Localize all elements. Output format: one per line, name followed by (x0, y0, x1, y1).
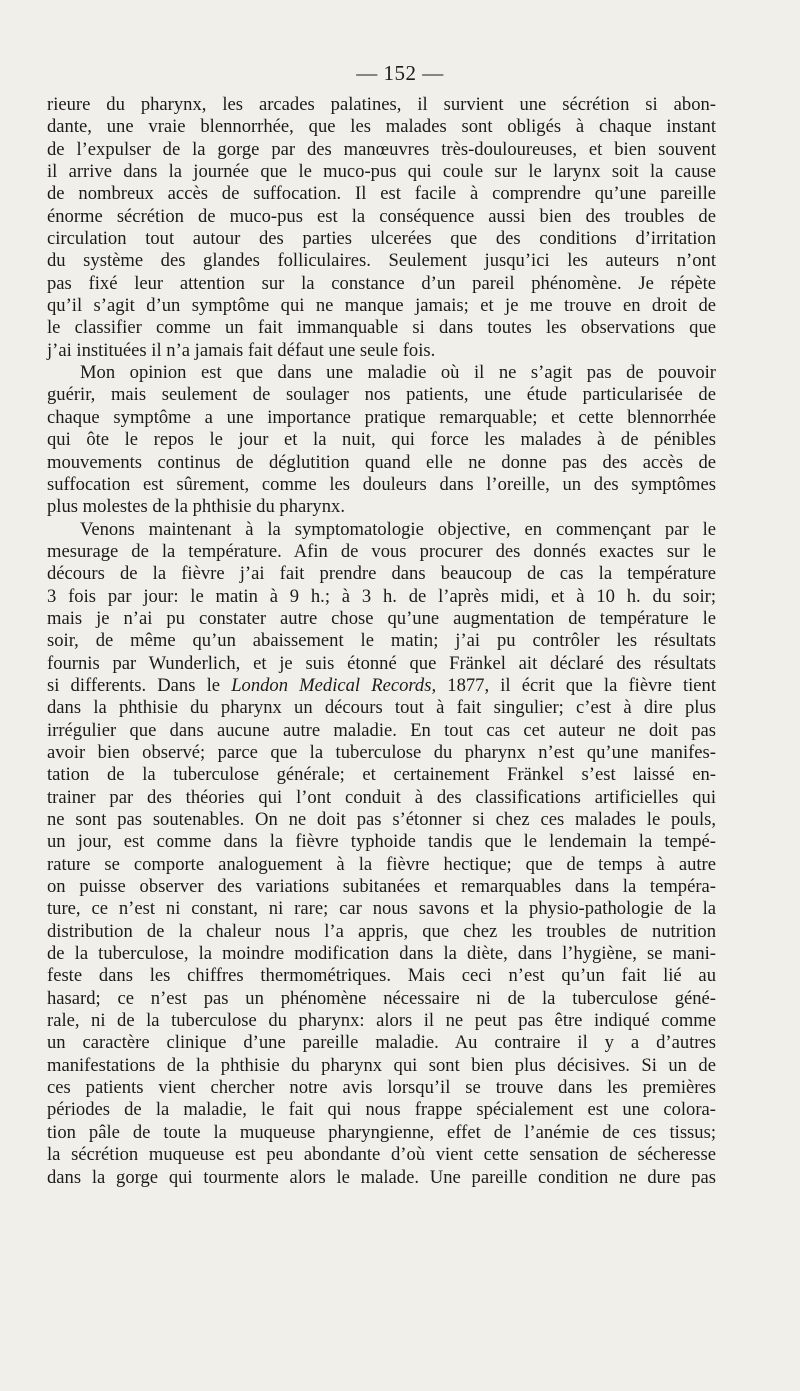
text-line: dans la gorge qui tourmente alors le malade. Une pareille condition ne dure pas (47, 1166, 716, 1188)
body-text (47, 94, 716, 1189)
text-line: Venons maintenant à la symptomatologie objective, en commençant par le (80, 518, 716, 540)
text-line: soir, de même qu’un abaissement le matin; j’ai pu contrôler les résultats (47, 630, 716, 652)
text-line: tation de la tuberculose générale; et certainement Fränkel s’est laissé en- (47, 764, 716, 786)
text-line: avoir bien observé; parce que la tuberculose du pharynx n’est qu’une manifes- (47, 741, 716, 763)
text-line: décours de la fièvre j’ai fait prendre dans beaucoup de cas la température (47, 563, 716, 585)
text-line: j’ai instituées il n’a jamais fait défaut une seule fois. (47, 339, 436, 361)
text-line: un caractère clinique d’une pareille maladie. Au contraire il y a d’autres (47, 1032, 716, 1054)
paragraph (47, 362, 716, 518)
paragraph (47, 519, 716, 1189)
text-line: feste dans les chiffres thermométriques. Mais ceci n’est qu’un fait lié au (47, 965, 716, 987)
text-line: suffocation est sûrement, comme les douleurs dans l’oreille, un des symptômes (47, 473, 716, 495)
text-line: rieure du pharynx, les arcades palatines, il survient une sécrétion si abon- (47, 94, 716, 115)
text-line: périodes de la maladie, le fait qui nous frappe spécialement est une colora- (47, 1099, 716, 1121)
text-line: mesurage de la température. Afin de vous procurer des donnés exactes sur le (47, 540, 716, 562)
text-line: circulation tout autour des parties ulcerées que des conditions d’irritation (47, 228, 716, 250)
text-line: il arrive dans la journée que le muco-pus qui coule sur le larynx soit la cause (47, 161, 716, 183)
text-line: rature se comporte analoguement à la fièvre hectique; que de temps à autre (47, 853, 716, 875)
text-line: 3 fois par jour: le matin à 9 h.; à 3 h. de l’après midi, et à 10 h. du soir; (47, 585, 716, 607)
text-line: ture, ce n’est ni constant, ni rare; car nous savons et la physio-pathologie de la (47, 898, 716, 920)
text-line: chaque symptôme a une importance pratique remarquable; et cette blennorrhée (47, 406, 716, 428)
text-line: qu’il s’agit d’un symptôme qui ne manque jamais; et je me trouve en droit de (47, 295, 716, 317)
text-line: la sécrétion muqueuse est peu abondante d’où vient cette sensation de sécheresse (47, 1144, 716, 1166)
text-line: guérir, mais seulement de soulager nos patients, une étude particularisée de (47, 384, 716, 406)
text-line: plus molestes de la phthisie du pharynx. (47, 496, 345, 518)
text-line: rale, ni de la tuberculose du pharynx: alors il ne peut pas être indiqué comme (47, 1010, 716, 1032)
text-line: mouvements continus de déglutition quand elle ne donne pas des accès de (47, 451, 716, 473)
text-line: irrégulier que dans aucune autre maladie. En tout cas cet auteur ne doit pas (47, 719, 716, 741)
italic-title: London Medical Records, (231, 674, 437, 696)
text-line: de l’expulser de la gorge par des manœuvres très-douloureuses, et bien souvent (47, 138, 716, 160)
text-line: trainer par des théories qui l’ont conduit à des classifications artificielles qui (47, 786, 716, 808)
text-line: de la tuberculose, la moindre modification dans la diète, dans l’hygiène, se mani- (47, 943, 716, 965)
text-line: distribution de la chaleur nous l’a appris, que chez les troubles de nutrition (47, 920, 716, 942)
text-line: de nombreux accès de suffocation. Il est facile à comprendre qu’une pareille (47, 183, 716, 205)
text-line: manifestations de la phthisie du pharynx qui sont bien plus décisives. Si un de (47, 1054, 716, 1076)
text-line: ne sont pas soutenables. On ne doit pas s’étonner si chez ces malades le pouls, (47, 809, 716, 830)
text-line: hasard; ce n’est pas un phénomène nécessaire ni de la tuberculose géné- (47, 987, 716, 1009)
text-line: tion pâle de toute la muqueuse pharyngienne, effet de l’anémie de ces tissus; (47, 1121, 716, 1143)
text-line: qui ôte le repos le jour et la nuit, qui force les malades à de pénibles (47, 429, 716, 451)
text-line: un jour, est comme dans la fièvre typhoide tandis que le lendemain la tempé- (47, 831, 716, 853)
page-number: — 152 — (356, 61, 444, 85)
text-line: énorme sécrétion de muco-pus est la conséquence aussi bien des troubles de (47, 205, 716, 227)
text-line: fournis par Wunderlich, et je suis étonné que Fränkel ait déclaré des résultats (47, 652, 716, 674)
text-line: mais je n’ai pu constater autre chose qu’une augmentation de température le (47, 607, 716, 629)
text-line: si differents. Dans le London Medical Records, 1877, il écrit que la fièvre tient (47, 674, 717, 696)
text-line: pas fixé leur attention sur la constance d’un pareil phénomène. Je répète (47, 272, 716, 294)
text-line: du système des glandes folliculaires. Seulement jusqu’ici les auteurs n’ont (47, 250, 716, 272)
text-line: on puisse observer des variations subitanées et remarquables dans la tempéra- (47, 876, 716, 898)
text-line: dante, une vraie blennorrhée, que les malades sont obligés à chaque instant (47, 116, 716, 138)
text-line: Mon opinion est que dans une maladie où il ne s’agit pas de pouvoir (80, 362, 716, 384)
text-line: le classifier comme un fait immanquable si dans toutes les observations que (47, 317, 716, 339)
text-line: ces patients vient chercher notre avis lorsqu’il se trouve dans les premières (47, 1077, 716, 1099)
paragraph (47, 94, 716, 362)
text-line: dans la phthisie du pharynx un décours tout à fait singulier; c’est à dire plus (47, 697, 716, 719)
